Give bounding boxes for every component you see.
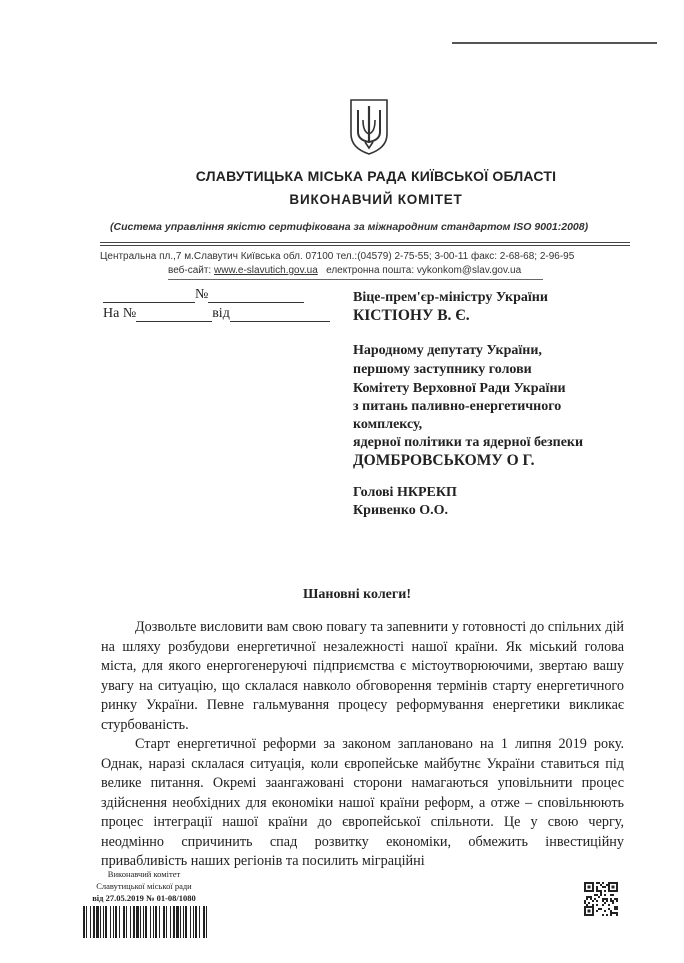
- reply-prefix: На №: [103, 306, 137, 321]
- addressee-title: комплексу,: [353, 417, 423, 432]
- body-paragraph: Дозвольте висловити вам свою повагу та запевнити у готовності до спільних дій на шляху розбудови енергетичної незалежності нашої країни. Як міський голова міста, для якого енергогенеруючі підприємства є містоутворюючими, звертаю вашу увагу на ситуацію, що склалася навколо обговорення термінів старту енергетичного ринку України. Певне гальмування процесу реформування енергетики викликає стурбованість.: [101, 619, 624, 733]
- header-divider: [100, 242, 630, 243]
- email-label: електронна пошта:: [317, 265, 417, 276]
- addressee-title: Віце-прем'єр-міністру України: [353, 290, 548, 305]
- body-paragraph: Старт енергетичної реформи за законом заплановано на 1 липня 2019 року. Однак, наразі склалася ситуація, коли європейське майбутнє України ставиться під велике питання. Окремі заангажовані сторони намагаються уповільнити процес здійснення необхідних для економіки нашої країни реформ, а отже – сповільнюють процес інтеграції нашої країни до європейської спільноти. Це у свою чергу, неодмінно спричинить спад розвитку економіки, обмежить інвестиційну привабливість наших регіонів та посилить міграційні: [101, 736, 624, 869]
- salutation: Шановні колеги!: [303, 587, 411, 602]
- addressee-title: Комітету Верховної Ради України: [353, 381, 566, 396]
- organization-committee: ВИКОНАВЧИЙ КОМІТЕТ: [289, 192, 463, 207]
- contact-address: Центральна пл.,7 м.Славутич Київська обл. 07100 тел.:(04579) 2-75-55; 3-00-11 факс: 2-68-68; 2-96-95: [100, 251, 575, 262]
- scan-edge-line: [452, 42, 657, 44]
- addressee-title: ядерної політики та ядерної безпеки: [353, 435, 584, 450]
- website-label: веб-сайт:: [168, 265, 214, 276]
- stamp-line: Виконавчий комітет: [107, 869, 181, 879]
- email-address[interactable]: vykonkom@slav.gov.ua: [416, 265, 522, 276]
- letter-body: [101, 618, 624, 872]
- header-divider: [100, 245, 630, 246]
- outgoing-number-line: [103, 287, 304, 303]
- date-label: від: [212, 306, 230, 321]
- addressee-name: ДОМБРОВСЬКОМУ О Г.: [353, 452, 535, 469]
- addressee-name: КІСТІОНУ В. Є.: [353, 307, 470, 324]
- organization-name: СЛАВУТИЦЬКА МІСЬКА РАДА КИЇВСЬКОЇ ОБЛАСТІ: [195, 168, 557, 184]
- stamp-number: від 27.05.2019 № 01-08/1080: [92, 893, 196, 903]
- website-link[interactable]: www.e-slavutich.gov.ua: [214, 265, 318, 276]
- contact-web: [168, 265, 521, 276]
- reply-reference-line: [103, 306, 330, 322]
- stamp-line: Славутицької міської ради: [96, 881, 192, 891]
- addressee-title: першому заступнику голови: [353, 362, 532, 377]
- addressee-title: з питань паливно-енергетичного: [353, 399, 562, 414]
- addressee-title: Народному депутату України,: [353, 343, 542, 358]
- barcode-icon: [83, 906, 207, 938]
- addressee-name: Кривенко О.О.: [353, 503, 449, 518]
- trident-emblem-icon: [347, 98, 391, 156]
- certification-note: (Система управління якістю сертифікована за міжнародним стандартом ISO 9001:2008): [110, 221, 589, 233]
- number-label: №: [195, 287, 209, 302]
- contact-divider: [168, 279, 543, 280]
- addressee-title: Голові НКРЕКП: [353, 485, 457, 500]
- qr-code-icon: [584, 882, 618, 916]
- registration-stamp: [82, 868, 206, 904]
